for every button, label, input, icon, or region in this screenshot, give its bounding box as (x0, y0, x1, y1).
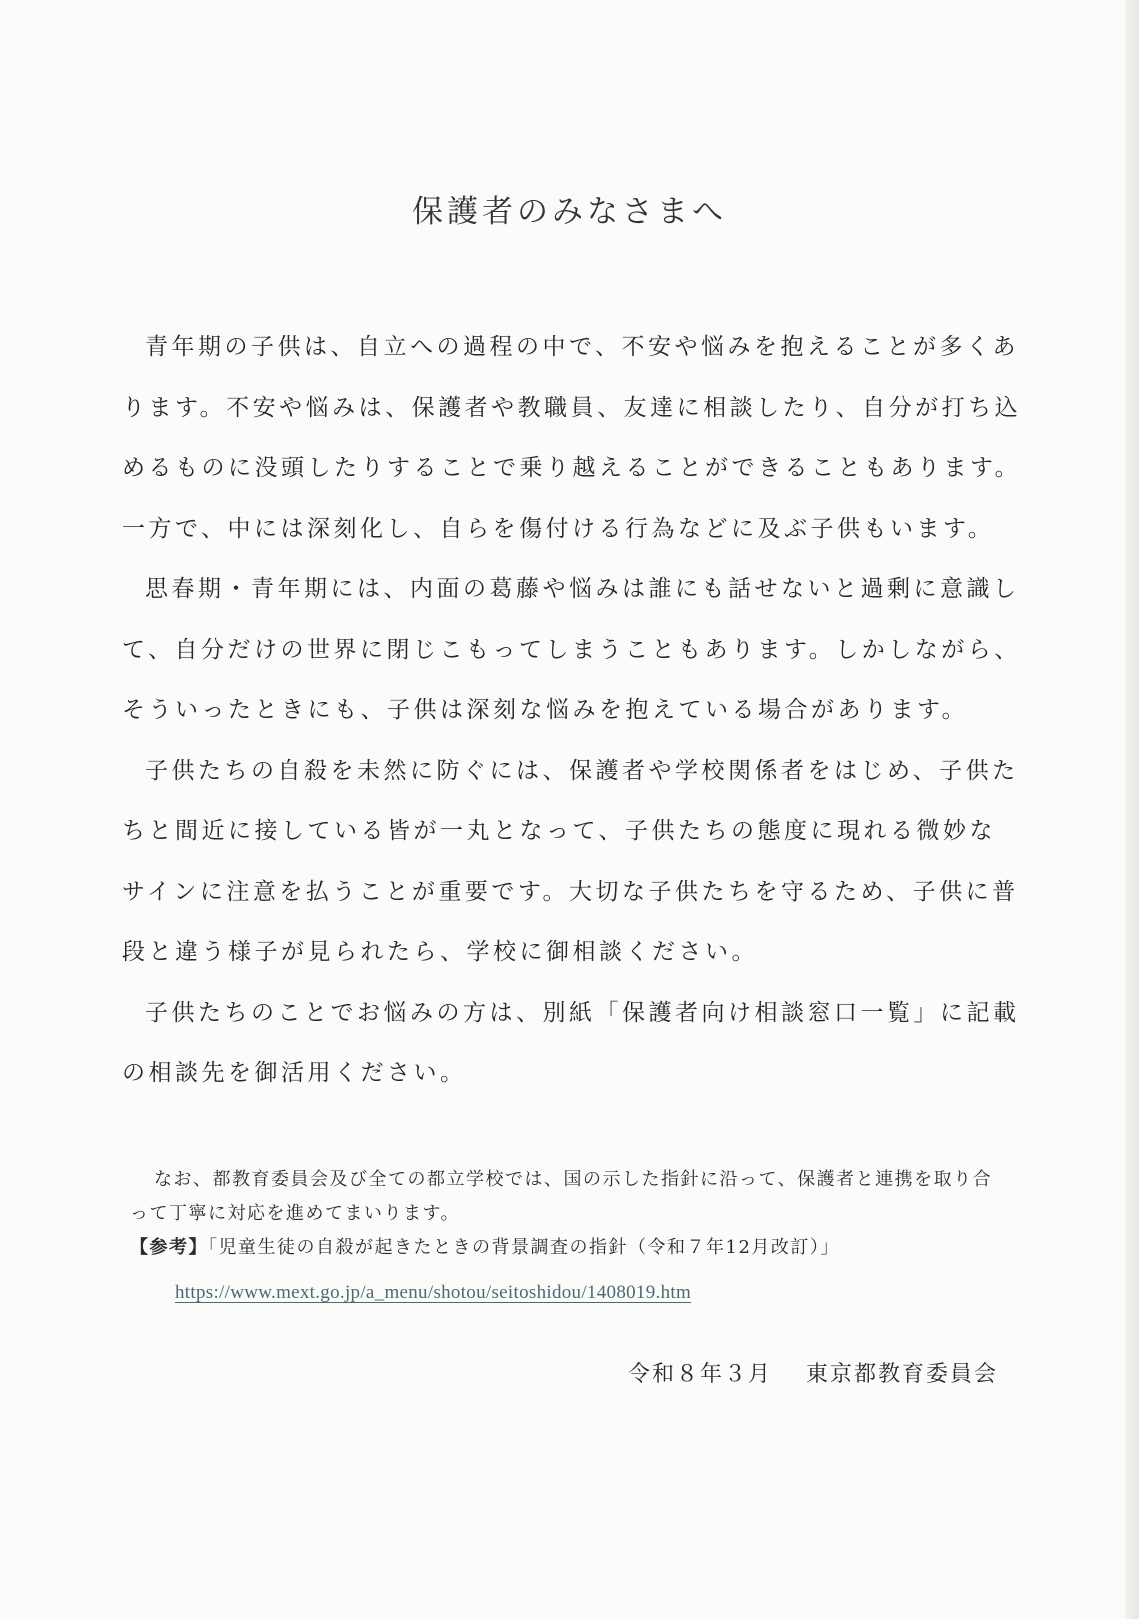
signature (628, 1357, 1028, 1388)
issue-date: 令和８年３月 (628, 1362, 773, 1387)
reference-tag: 【参考】 (130, 1237, 208, 1258)
document-title: 保護者のみなさまへ (412, 194, 727, 230)
issuer-name: 東京都教育委員会 (806, 1362, 999, 1387)
reference-link[interactable]: https://www.mext.go.jp/a_menu/shotou/seitoshidou/1408019.htm (175, 1282, 692, 1303)
note-paragraph: なお、都教育委員会及び全ての都立学校では、国の示した指針に沿って、保護者と連携を取り合って丁寧に対応を進めてまいります。 (130, 1169, 993, 1224)
page-edge-shadow (1125, 0, 1139, 1619)
paragraph-3: 子供たちの自殺を未然に防ぐには、保護者や学校関係者をはじめ、子供たちと間近に接している皆が一丸となって、子供たちの態度に現れる微妙なサインに注意を払うことが重要です。大切な子供たちを守るため、子供に普段と違う様子が見られたら、学校に御相談ください。 (122, 757, 1019, 965)
paragraph-2: 思春期・青年期には、内面の葛藤や悩みは誰にも話せないと過剰に意識して、自分だけの世界に閉じこもってしまうこともあります。しかしながら、そういったときにも、子供は深刻な悩みを抱えている場合があります。 (122, 576, 1021, 723)
body-text (122, 317, 1022, 1104)
reference-title: 「児童生徒の自殺が起きたときの背景調査の指針（令和７年12月改訂）」 (208, 1237, 840, 1258)
paragraph-1: 青年期の子供は、自立への過程の中で、不安や悩みを抱えることが多くあります。不安や悩みは、保護者や教職員、友達に相談したり、自分が打ち込めるものに没頭したりすることで乗り越えることができることもあります。一方で、中には深刻化し、自らを傷付ける行為などに及ぶ子供もいます。 (122, 334, 1022, 542)
paragraph-4: 子供たちのことでお悩みの方は、別紙「保護者向け相談窓口一覧」に記載の相談先を御活用ください。 (122, 999, 1020, 1086)
reference-line (130, 1231, 1010, 1265)
note-block (130, 1163, 1010, 1265)
